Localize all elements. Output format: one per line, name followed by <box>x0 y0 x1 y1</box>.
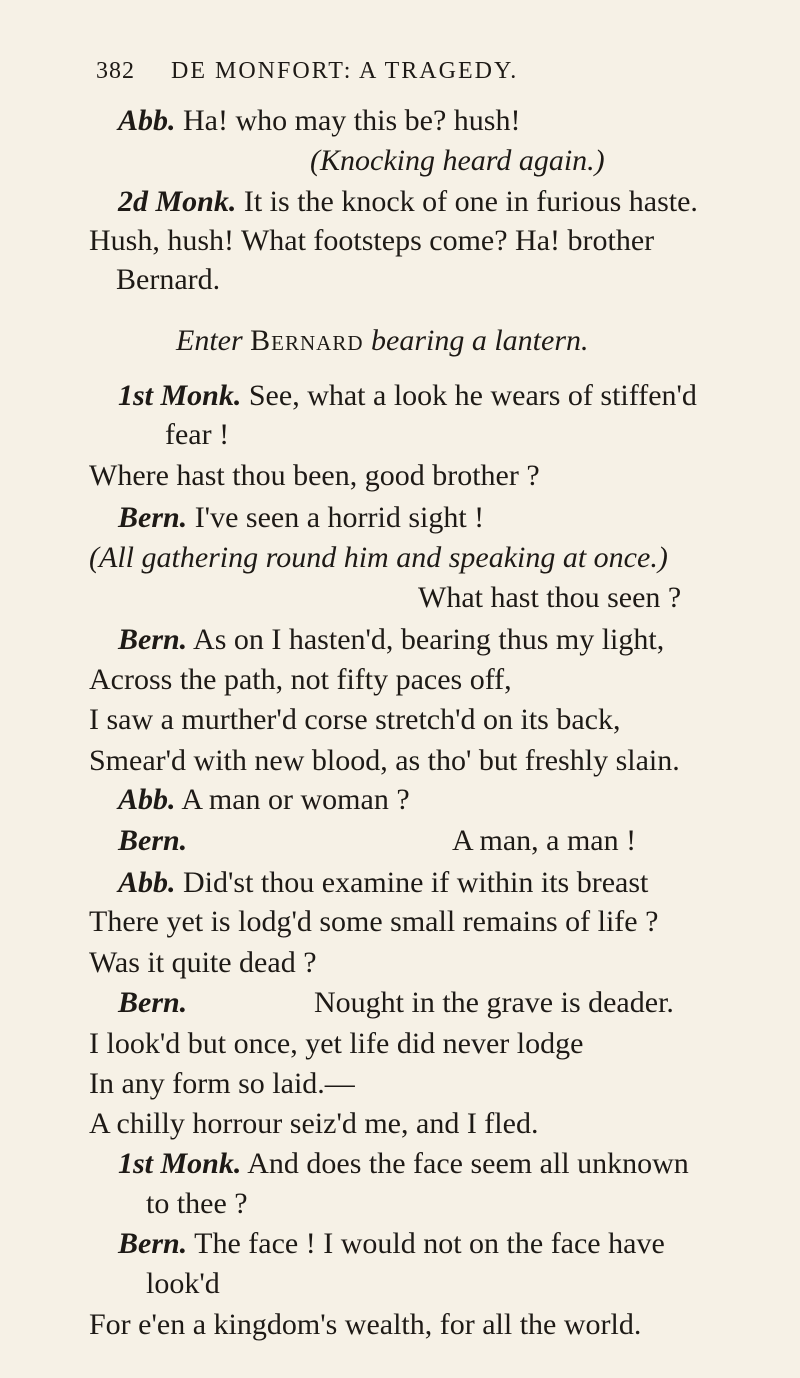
verse-line: Bernard. <box>116 263 221 296</box>
verse-line <box>118 823 637 859</box>
speaker-name: Abb. <box>118 866 176 899</box>
line-text: A man, a man ! <box>452 824 637 857</box>
speaker-name: Bern. <box>118 623 188 656</box>
verse-line <box>118 865 648 901</box>
line-text: I've seen a horrid sight ! <box>187 501 485 534</box>
line-text: And does the face seem all unknown <box>241 1147 689 1180</box>
stage-direction: (Knocking heard again.) <box>310 144 605 177</box>
line-text: As on I hasten'd, bearing thus my light, <box>187 623 665 656</box>
page-number: 382 <box>96 58 135 84</box>
verse-line: Where hast thou been, good brother ? <box>89 459 540 492</box>
verse-line <box>118 622 664 658</box>
running-title: DE MONFORT: A TRAGEDY. <box>171 58 519 84</box>
verse-line: There yet is lodg'd some small remains of life ? <box>89 905 659 938</box>
verse-line: What hast thou seen ? <box>418 581 682 614</box>
line-text: Nought in the grave is deader. <box>314 986 674 1019</box>
speaker-name: Bern. <box>118 824 188 857</box>
line-text: The face ! I would not on the face have <box>187 1227 665 1260</box>
stage-direction: (All gathering round him and speaking at once.) <box>89 541 668 574</box>
verse-line: Smear'd with new blood, as tho' but freshly slain. <box>89 744 680 777</box>
verse-line <box>118 1226 665 1262</box>
verse-line: fear ! <box>165 418 230 451</box>
speaker-name: Bern. <box>118 1227 188 1260</box>
verse-line <box>118 184 698 220</box>
speaker-name: 1st Monk. <box>118 379 242 412</box>
verse-line: In any form so laid.— <box>89 1067 355 1100</box>
verse-line <box>118 985 674 1021</box>
verse-line: Across the path, not fifty paces off, <box>89 663 512 696</box>
verse-line: to thee ? <box>146 1187 248 1220</box>
verse-line: Was it quite dead ? <box>89 946 317 979</box>
verse-line: Hush, hush! What footsteps come? Ha! brother <box>89 224 655 257</box>
verse-line <box>118 378 697 414</box>
speaker-name: Abb. <box>118 783 176 816</box>
line-text: It is the knock of one in furious haste. <box>236 185 698 218</box>
speaker-name: Bern. <box>118 986 188 1019</box>
stage-direction-enter: Enter Bernard bearing a lantern. <box>176 324 589 357</box>
speaker-name: Bern. <box>118 501 188 534</box>
verse-line <box>118 1146 689 1182</box>
running-header <box>96 58 736 85</box>
character-name: Bernard <box>250 324 364 357</box>
verse-line <box>118 103 520 139</box>
speaker-name: Abb. <box>118 104 176 137</box>
line-text: A man or woman ? <box>175 783 410 816</box>
verse-line: A chilly horrour seiz'd me, and I fled. <box>89 1107 539 1140</box>
line-text: See, what a look he wears of stiffen'd <box>241 379 697 412</box>
verse-line <box>118 500 484 536</box>
verse-line: I look'd but once, yet life did never lodge <box>89 1027 584 1060</box>
verse-line <box>118 782 410 818</box>
speaker-name: 2d Monk. <box>118 185 237 218</box>
line-text: Ha! who may this be? hush! <box>175 104 521 137</box>
speaker-name: 1st Monk. <box>118 1147 242 1180</box>
verse-line: For e'en a kingdom's wealth, for all the world. <box>89 1308 642 1341</box>
line-text: Did'st thou examine if within its breast <box>175 866 649 899</box>
verse-line: look'd <box>146 1267 220 1300</box>
verse-line: I saw a murther'd corse stretch'd on its back, <box>89 703 621 736</box>
